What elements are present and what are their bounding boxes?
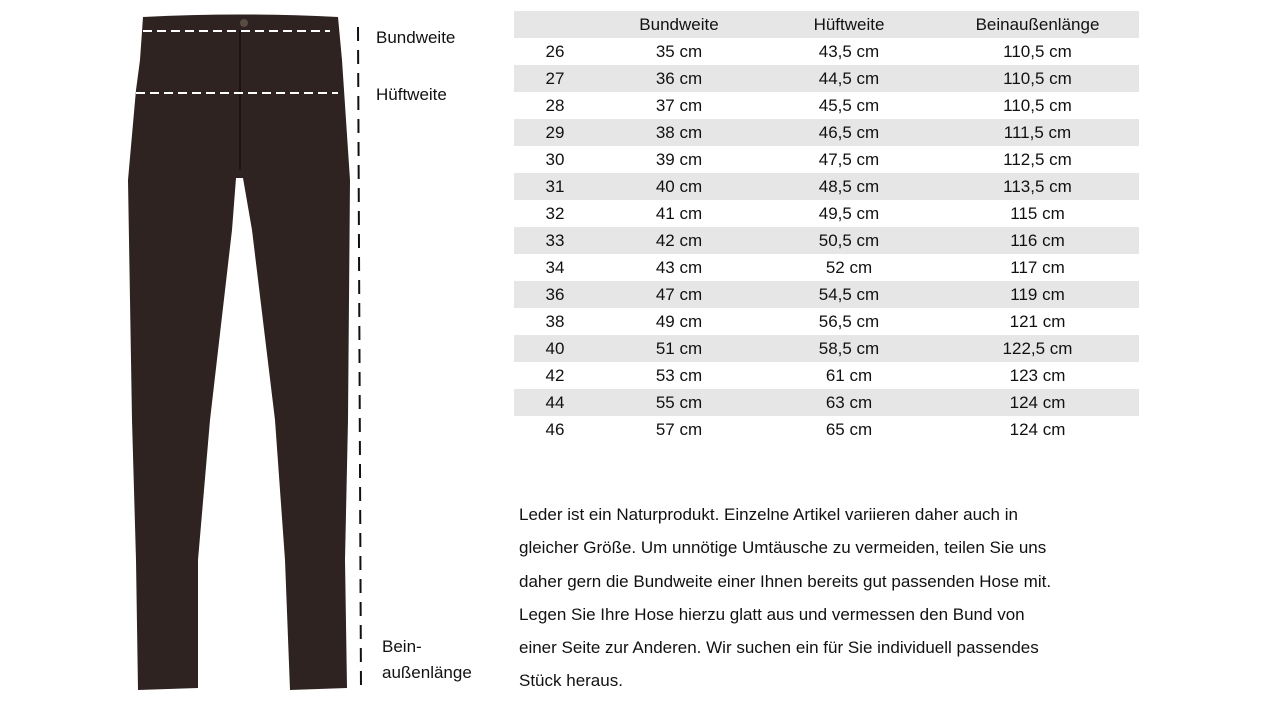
hueftweite-cell: 65 cm [825, 419, 873, 439]
bundweite-cell: 47 cm [655, 284, 703, 304]
beinaussenlaenge-cell: 110,5 cm [1003, 95, 1072, 115]
hueftweite-cell: 50,5 cm [818, 230, 880, 250]
header-size [514, 11, 596, 38]
table-row [514, 173, 1139, 200]
label-hueftweite: Hüftweite [376, 85, 447, 104]
note-line: einer Seite zur Anderen. Wir suchen ein für Sie individuell passendes [519, 638, 1039, 658]
table-row [514, 92, 1139, 119]
hueftweite-cell: 61 cm [825, 365, 873, 385]
beinaussenlaenge-cell: 110,5 cm [1003, 68, 1072, 88]
bundweite-cell: 37 cm [655, 95, 703, 115]
bundweite-cell: 42 cm [655, 230, 703, 250]
beinaussenlaenge-cell: 122,5 cm [1002, 338, 1073, 358]
hueftweite-cell: 47,5 cm [818, 149, 880, 169]
beinaussenlaenge-cell: 111,5 cm [1003, 122, 1072, 142]
hueftweite-cell: 49,5 cm [818, 203, 880, 223]
hueftweite-cell: 56,5 cm [818, 311, 880, 331]
size-cell: 26 [545, 41, 565, 61]
hueftweite-cell: 45,5 cm [818, 95, 880, 115]
hueftweite-cell: 63 cm [825, 392, 873, 412]
beinaussenlaenge-cell: 110,5 cm [1003, 41, 1072, 61]
beinaussenlaenge-cell: 119 cm [1010, 284, 1065, 304]
size-cell: 29 [545, 122, 565, 142]
table-header-row [514, 11, 1139, 38]
note-line: Legen Sie Ihre Hose hierzu glatt aus und vermessen den Bund von [519, 604, 1025, 624]
table-row [514, 119, 1139, 146]
header-bundweite: Bundweite [639, 14, 719, 34]
hueftweite-cell: 48,5 cm [818, 176, 880, 196]
beinaussenlaenge-cell: 124 cm [1009, 392, 1066, 412]
pants-illustration [0, 0, 500, 720]
size-cell: 31 [545, 176, 565, 196]
note-line: Leder ist ein Naturprodukt. Einzelne Artikel variieren daher auch in [519, 505, 1018, 524]
size-cell: 33 [545, 230, 565, 250]
table-row [514, 227, 1139, 254]
hueftweite-cell: 46,5 cm [818, 122, 880, 142]
bundweite-cell: 39 cm [655, 149, 703, 169]
hueftweite-cell: 43,5 cm [818, 41, 880, 61]
bundweite-cell: 51 cm [655, 338, 703, 358]
table-row [514, 65, 1139, 92]
hueftweite-cell: 44,5 cm [818, 68, 880, 88]
label-bundweite: Bundweite [376, 28, 456, 47]
bundweite-cell: 40 cm [655, 176, 703, 196]
size-cell: 44 [545, 392, 565, 412]
table-row [514, 308, 1139, 335]
bundweite-cell: 49 cm [655, 311, 703, 331]
table-row [514, 416, 1139, 443]
bundweite-cell: 35 cm [655, 41, 703, 61]
bundweite-cell: 55 cm [655, 392, 703, 412]
note-line: gleicher Größe. Um unnötige Umtäusche zu vermeiden, teilen Sie uns [519, 538, 1047, 558]
table-row [514, 200, 1139, 227]
size-cell: 28 [545, 95, 565, 115]
size-cell: 40 [545, 338, 565, 358]
beinaussenlaenge-cell: 121 cm [1009, 311, 1066, 331]
size-cell: 27 [545, 68, 565, 88]
header-hueftweite: Hüftweite [813, 14, 885, 34]
table-row [514, 146, 1139, 173]
beinaussenlaenge-cell: 124 cm [1009, 419, 1066, 439]
size-cell: 30 [545, 149, 565, 169]
beinaussenlaenge-cell: 113,5 cm [1003, 176, 1072, 196]
size-cell: 38 [545, 311, 565, 331]
size-cell: 42 [545, 365, 565, 385]
leather-note [519, 498, 1139, 698]
hueftweite-cell: 54,5 cm [818, 284, 880, 304]
size-cell: 46 [545, 419, 565, 439]
bundweite-cell: 57 cm [655, 419, 703, 439]
table-row [514, 389, 1139, 416]
hueftweite-cell: 52 cm [825, 257, 873, 277]
header-beinaussenlaenge: Beinaußenlänge [975, 14, 1100, 34]
button [240, 19, 248, 27]
bundweite-cell: 36 cm [655, 68, 703, 88]
size-table [514, 11, 1139, 443]
bundweite-cell: 41 cm [655, 203, 703, 223]
beinaussenlaenge-cell: 115 cm [1010, 203, 1065, 223]
beinaussenlaenge-cell: 117 cm [1010, 257, 1065, 277]
bundweite-cell: 43 cm [655, 257, 703, 277]
beinaussenlaenge-cell: 123 cm [1009, 365, 1066, 385]
bundweite-cell: 53 cm [655, 365, 703, 385]
size-cell: 32 [545, 203, 565, 223]
table-row [514, 254, 1139, 281]
table-row [514, 281, 1139, 308]
note-line: Stück heraus. [519, 671, 623, 691]
hueftweite-cell: 58,5 cm [818, 338, 880, 358]
size-cell: 36 [545, 284, 565, 304]
table-row [514, 335, 1139, 362]
beinaussenlaenge-cell: 116 cm [1010, 230, 1065, 250]
beinaussenlaenge-cell: 112,5 cm [1003, 149, 1072, 169]
size-cell: 34 [545, 257, 565, 277]
length-measure-line [358, 27, 361, 690]
label-aussenlaenge: außenlänge [382, 663, 472, 682]
table-row [514, 38, 1139, 65]
label-bein: Bein- [382, 637, 422, 656]
bundweite-cell: 38 cm [655, 122, 703, 142]
note-line: daher gern die Bundweite einer Ihnen bereits gut passenden Hose mit. [519, 571, 1052, 591]
table-row [514, 362, 1139, 389]
